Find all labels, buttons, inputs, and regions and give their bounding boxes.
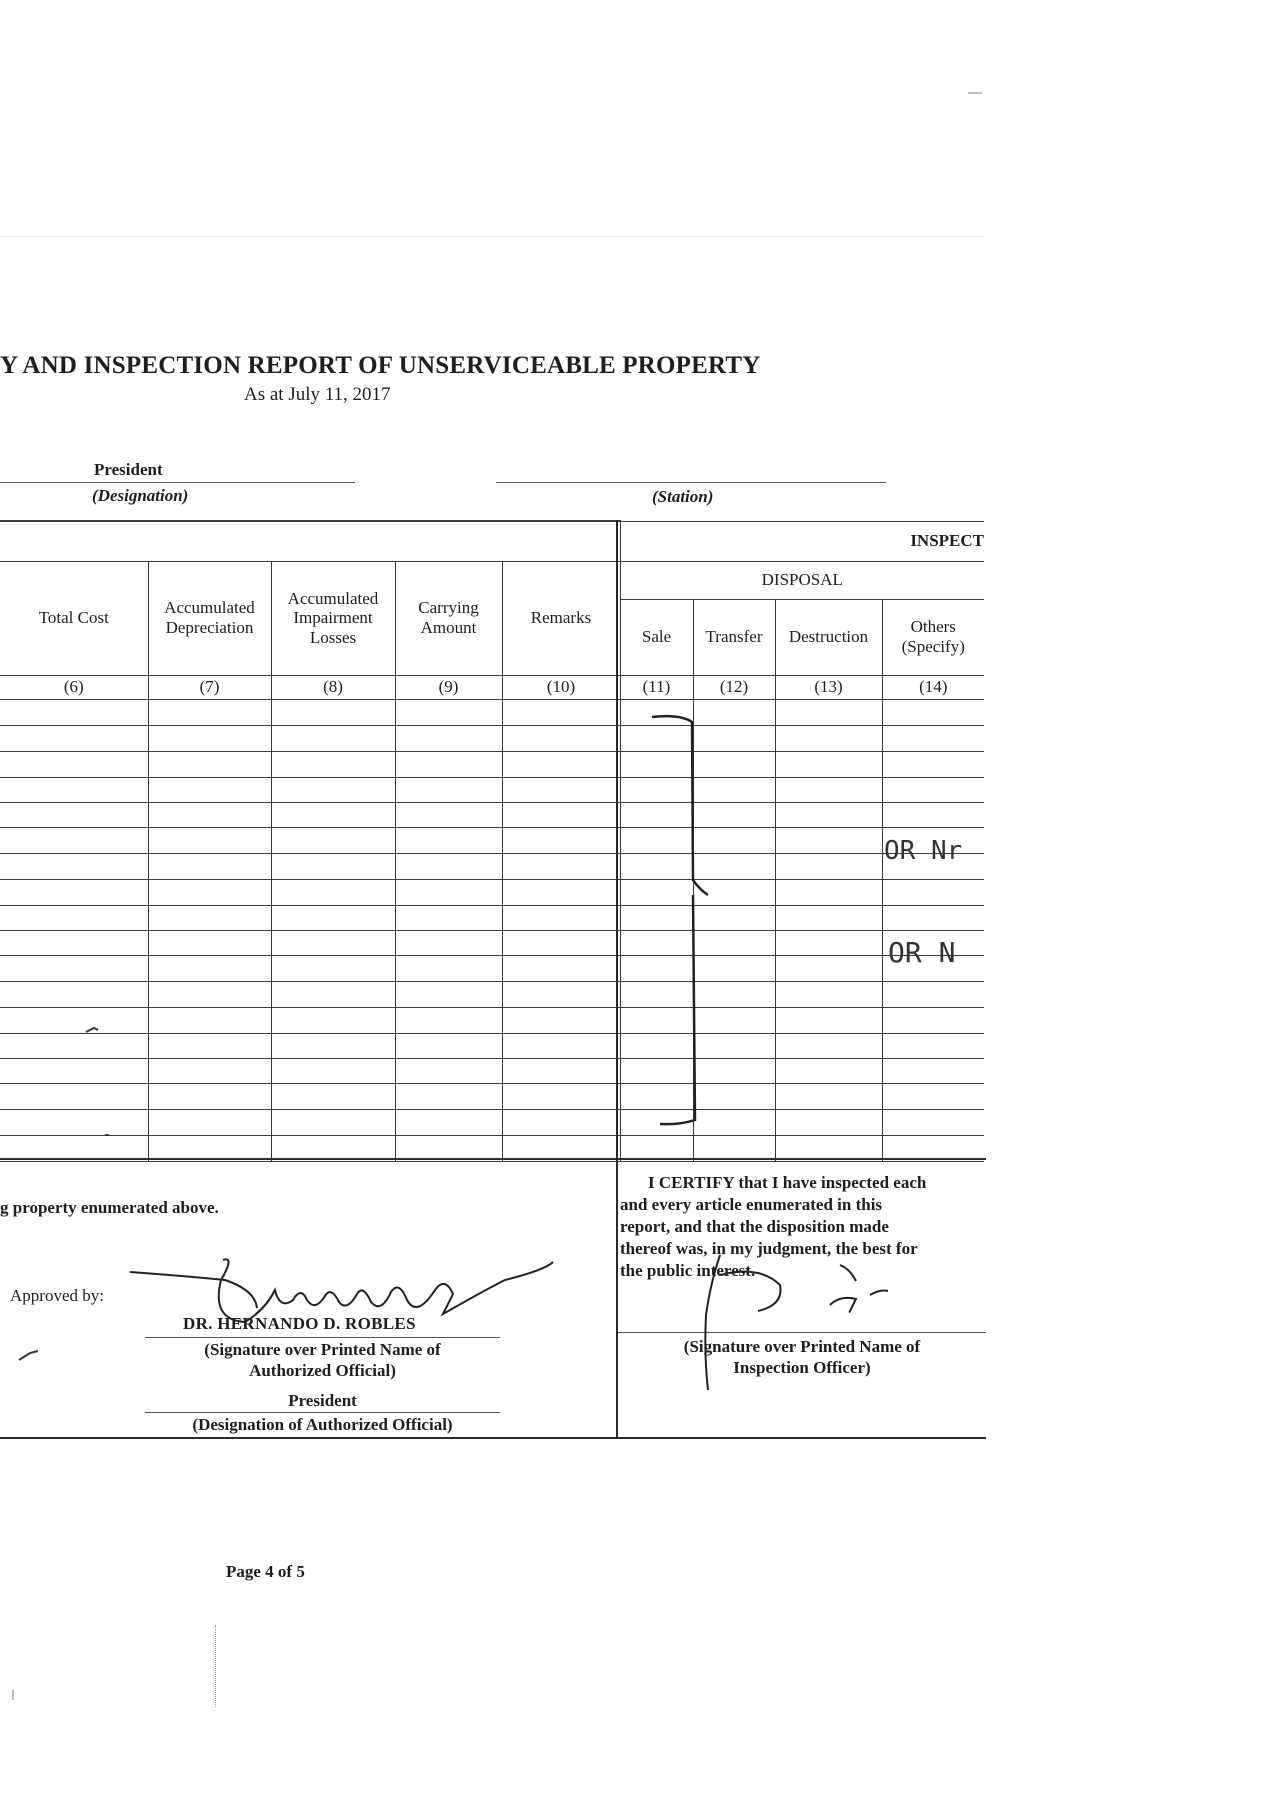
table-cell [882,699,984,725]
table-cell [148,1083,271,1109]
table-cell [271,981,395,1007]
table-cell [148,725,271,751]
table-cell [148,1058,271,1083]
table-cell [271,1083,395,1109]
col-number: (14) [882,675,984,699]
table-row [0,879,984,905]
table-cell [148,827,271,853]
table-cell [271,802,395,827]
table-cell [148,751,271,777]
left-top-band [0,521,620,561]
table-cell [0,827,148,853]
table-cell [502,699,620,725]
col-number: (7) [148,675,271,699]
property-table [0,520,984,1162]
handwritten-note: OR N [888,936,956,969]
table-cell [395,879,502,905]
table-row [0,853,984,879]
table-cell [395,827,502,853]
station-underline [496,482,886,483]
table-row [0,930,984,955]
certify-line: thereof was, in my judgment, the best for [620,1239,918,1258]
certify-line: the public interest. [620,1261,756,1280]
official-signature-caption [145,1339,500,1381]
table-cell [148,699,271,725]
table-cell [395,751,502,777]
table-cell [775,930,882,955]
table-cell [0,930,148,955]
table-cell [775,1007,882,1033]
table-cell [502,905,620,930]
table-cell [502,853,620,879]
col-number: (12) [693,675,775,699]
scan-speck [12,1690,14,1700]
designation-underline [0,482,355,483]
table-cell [0,955,148,981]
table-cell [775,1109,882,1135]
official-signature [125,1250,555,1330]
table-row [0,802,984,827]
scan-edge-line [0,236,985,237]
table-row [0,905,984,930]
table-cell [0,725,148,751]
table-cell [395,853,502,879]
col-number: (6) [0,675,148,699]
official-designation-line [145,1412,500,1413]
table-cell [775,725,882,751]
table-cell [882,1083,984,1109]
table-cell [148,879,271,905]
table-cell [395,699,502,725]
table-cell [775,853,882,879]
table-cell [882,879,984,905]
table-cell [271,725,395,751]
table-cell [148,853,271,879]
designation-label: (Designation) [92,486,189,505]
certify-line: I CERTIFY that I have inspected each [648,1173,927,1192]
table-cell [395,802,502,827]
inspector-signature [680,1245,900,1395]
col-number: (13) [775,675,882,699]
table-row [0,751,984,777]
table-cell [775,955,882,981]
table-cell [775,777,882,802]
col-number: (11) [620,675,693,699]
official-designation: President [288,1391,357,1410]
table-cell [0,1033,148,1058]
table-cell [502,827,620,853]
table-cell [882,1033,984,1058]
table-cell [271,699,395,725]
caption-line: Inspection Officer) [733,1358,871,1377]
table-cell [395,930,502,955]
table-cell [148,905,271,930]
scan-speck [968,92,982,94]
table-cell [0,879,148,905]
table-cell [271,905,395,930]
table-cell [0,1058,148,1083]
table-cell [882,1058,984,1083]
disposal-heading: DISPOSAL [620,561,984,599]
col-13-header: Destruction [775,599,882,675]
table-cell [0,777,148,802]
table-cell [775,1033,882,1058]
table-cell [271,1007,395,1033]
report-date: As at July 11, 2017 [244,384,391,405]
table-row [0,777,984,802]
table-cell [0,1083,148,1109]
table-cell [775,802,882,827]
table-row [0,1058,984,1083]
table-cell [502,1058,620,1083]
property-enumerated-text: g property enumerated above. [0,1198,219,1217]
station-label: (Station) [652,487,714,506]
table-cell [271,930,395,955]
caption-line: (Signature over Printed Name of [204,1340,441,1359]
table-cell [502,1083,620,1109]
table-row [0,1033,984,1058]
col-8-header: Accumulated Impairment Losses [271,561,395,675]
certify-line: and every article enumerated in this [620,1195,883,1214]
table-cell [271,955,395,981]
table-cell [0,751,148,777]
table-row [0,955,984,981]
col-6-header: Total Cost [0,561,148,675]
dash-mark: - [104,1124,110,1143]
table-cell [271,1058,395,1083]
table-cell [882,802,984,827]
table-cell [395,905,502,930]
official-signature-line [145,1337,500,1338]
table-cell [148,981,271,1007]
table-cell [502,930,620,955]
table-cell [0,905,148,930]
col-number: (9) [395,675,502,699]
pen-tick-mark [16,1348,42,1364]
footer-top-border [0,1158,986,1160]
table-cell [0,1109,148,1135]
table-cell [271,853,395,879]
table-cell [502,981,620,1007]
table-cell [882,905,984,930]
inspection-divider [616,520,618,1438]
table-cell [148,777,271,802]
table-cell [502,1007,620,1033]
table-cell [502,879,620,905]
table-cell [775,1083,882,1109]
table-cell [775,879,882,905]
table-cell [882,725,984,751]
column-number-row [0,675,984,699]
table-cell [395,1033,502,1058]
report-title: Y AND INSPECTION REPORT OF UNSERVICEABLE PROPERTY [0,352,761,379]
col-9-header: Carrying Amount [395,561,502,675]
table-cell [775,699,882,725]
table-cell [395,1109,502,1135]
table-cell [271,879,395,905]
table-cell [775,1058,882,1083]
table-cell [0,853,148,879]
table-cell [882,981,984,1007]
table-cell [775,981,882,1007]
table-row [0,1007,984,1033]
table-cell [395,1058,502,1083]
table-cell [775,751,882,777]
table-cell [271,777,395,802]
footer-bottom-border [0,1437,986,1439]
handwritten-note: OR Nr [884,836,963,866]
table-cell [882,1109,984,1135]
col-11-header: Sale [620,599,693,675]
official-name: DR. HERNANDO D. ROBLES [183,1314,416,1333]
table-cell [271,751,395,777]
table-cell [148,1033,271,1058]
inspection-heading: INSPECT [620,521,984,561]
designation-value: President [94,460,163,479]
table-cell [395,1007,502,1033]
col-14-header: Others (Specify) [882,599,984,675]
page-number: Page 4 of 5 [226,1562,305,1581]
table-cell [0,1007,148,1033]
table-cell [775,905,882,930]
table-cell [882,751,984,777]
caption-line: (Signature over Printed Name of [683,1337,921,1356]
table-cell [0,699,148,725]
col-number: (10) [502,675,620,699]
table-cell [395,725,502,751]
table-cell [502,1033,620,1058]
table-cell [395,981,502,1007]
table-row [0,827,984,853]
table-cell [502,751,620,777]
table-cell [502,802,620,827]
table-row [0,725,984,751]
table-cell [271,1033,395,1058]
approved-by-label: Approved by: [10,1286,104,1305]
scan-speck [215,1625,218,1707]
table-row [0,981,984,1007]
table-cell [148,955,271,981]
pen-speck [84,1024,104,1036]
caption-line: Authorized Official) [249,1361,396,1380]
table-cell [148,1109,271,1135]
table-cell [395,777,502,802]
table-cell [502,955,620,981]
table-cell [148,930,271,955]
table-cell [271,1109,395,1135]
table-row [0,699,984,725]
official-designation-caption: (Designation of Authorized Official) [192,1415,453,1434]
col-7-header: Accumulated Depreciation [148,561,271,675]
table-row [0,1083,984,1109]
col-number: (8) [271,675,395,699]
table-cell [148,1007,271,1033]
table-cell [882,1007,984,1033]
table-cell [271,827,395,853]
col-12-header: Transfer [693,599,775,675]
table-cell [882,777,984,802]
table-cell [148,802,271,827]
certify-line: report, and that the disposition made [620,1217,889,1236]
table-row [0,1109,984,1135]
table-cell [502,725,620,751]
table-cell [775,827,882,853]
table-cell [0,981,148,1007]
table-cell [395,1083,502,1109]
table-cell [0,802,148,827]
table-cell [502,777,620,802]
table-cell [395,955,502,981]
table-cell [502,1109,620,1135]
pen-bracket-mark [640,700,710,1130]
col-10-header: Remarks [502,561,620,675]
